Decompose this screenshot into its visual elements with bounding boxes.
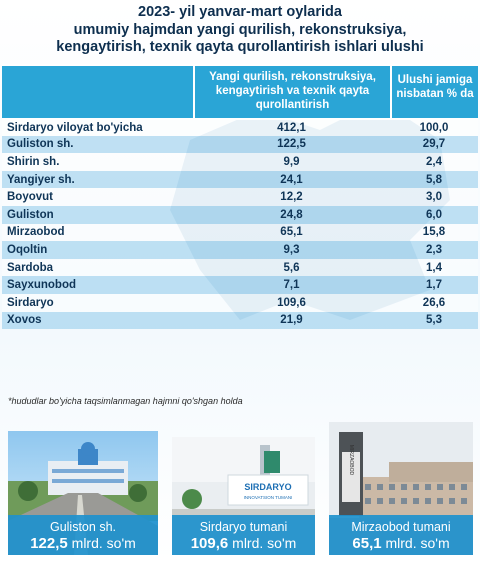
- cell-region: Xovos: [7, 314, 42, 327]
- cell-region: Sirdaryo: [7, 296, 54, 309]
- caption-unit: mlrd. so'm: [71, 535, 136, 551]
- table-row: [2, 171, 478, 189]
- table-row: [2, 188, 478, 206]
- table-row: [2, 294, 478, 312]
- cell-region: Mirzaobod: [7, 226, 65, 239]
- table-row: [2, 118, 478, 136]
- cell-volume: 9,9: [283, 155, 300, 168]
- caption-amount: 109,6: [190, 535, 229, 552]
- title-line-2: umumiy hajmdan yangi qurilish, rekonstruksiya,: [73, 21, 407, 38]
- cell-volume: 122,5: [277, 138, 306, 151]
- cell-share: 1,7: [426, 279, 442, 292]
- cell-region: Yangiyer sh.: [7, 173, 75, 186]
- cell-volume: 9,3: [283, 243, 300, 256]
- table-row: [2, 206, 478, 224]
- caption-unit: mlrd. so'm: [232, 535, 297, 551]
- cell-region: Boyovut: [7, 191, 53, 204]
- caption-amount: 122,5: [30, 535, 68, 552]
- cell-region: Guliston: [7, 208, 54, 221]
- table-row: [2, 241, 478, 259]
- cell-share: 26,6: [422, 296, 446, 309]
- cell-share: 3,0: [426, 191, 442, 204]
- cell-share: 6,0: [426, 208, 442, 221]
- cell-region: Sayxunobod: [7, 279, 77, 292]
- photo-caption-guliston: [8, 515, 158, 555]
- data-table: [2, 64, 478, 329]
- cell-region: Guliston sh.: [7, 138, 74, 151]
- table-row: [2, 224, 478, 242]
- table-body: [2, 118, 478, 329]
- sign-text-main: SIRDARYO: [244, 482, 292, 492]
- header-share: Ulushi jamiga nisbatan % da: [390, 66, 478, 118]
- cell-share: 5,3: [426, 314, 442, 327]
- header-volume: Yangi qurilish, rekonstruksiya, kengaytirish va texnik qayta qurollantirish: [193, 66, 390, 118]
- cell-share: 1,4: [426, 261, 442, 274]
- caption-amount-line: [172, 535, 315, 552]
- cell-volume: 7,1: [283, 279, 300, 292]
- cell-volume: 412,1: [277, 121, 306, 134]
- caption-amount-line: [329, 535, 473, 552]
- title-line-3: kengaytirish, texnik qayta qurollantirish ishlari ulushi: [56, 39, 424, 55]
- photo-sirdaryo: [172, 437, 315, 555]
- cell-volume: 12,2: [280, 191, 303, 204]
- cell-share: 29,7: [422, 138, 446, 151]
- sign-text-sub: INNOVATSION TUMANI: [243, 495, 293, 500]
- cell-region: Oqoltin: [7, 243, 48, 256]
- caption-amount-line: [8, 535, 158, 552]
- page-title: [0, 4, 480, 57]
- cell-share: 2,3: [426, 243, 442, 256]
- caption-unit: mlrd. so'm: [385, 535, 450, 551]
- title-line-1: 2023- yil yanvar-mart oylarida: [138, 4, 342, 20]
- cell-volume: 5,6: [283, 261, 300, 274]
- caption-amount: 65,1: [352, 535, 382, 552]
- cell-volume: 109,6: [277, 296, 306, 309]
- footnote: *hududlar bo'yicha taqsimlanmagan hajmni qo'shgan holda: [8, 396, 243, 406]
- table-header: [2, 64, 478, 118]
- photo-caption-mirzaobod: [329, 515, 473, 555]
- table-row: [2, 276, 478, 294]
- table-row: [2, 136, 478, 154]
- cell-region: Sardoba: [7, 261, 54, 274]
- header-region: [2, 66, 193, 118]
- cell-volume: 21,9: [280, 314, 303, 327]
- table-row: [2, 153, 478, 171]
- cell-region: Shirin sh.: [7, 155, 60, 168]
- caption-place: Guliston sh.: [49, 520, 116, 534]
- cell-volume: 65,1: [280, 226, 303, 239]
- cell-share: 5,8: [426, 173, 442, 186]
- photo-guliston: [8, 431, 158, 555]
- cell-share: 100,0: [419, 121, 449, 134]
- photo-caption-sirdaryo: [172, 515, 315, 555]
- table-row: [2, 259, 478, 277]
- caption-place: Mirzaobod tumani: [351, 520, 451, 534]
- cell-share: 15,8: [422, 226, 446, 239]
- caption-place: Sirdaryo tumani: [199, 520, 288, 534]
- photo-mirzaobod: [329, 422, 473, 555]
- cell-volume: 24,1: [280, 173, 303, 186]
- table-row: [2, 312, 478, 330]
- cell-region: Sirdaryo viloyat bo'yicha: [7, 121, 143, 134]
- cell-share: 2,4: [426, 155, 442, 168]
- cell-volume: 24,8: [280, 208, 303, 221]
- sign-text-mirzaobod: MIRZAOBOD: [348, 444, 354, 476]
